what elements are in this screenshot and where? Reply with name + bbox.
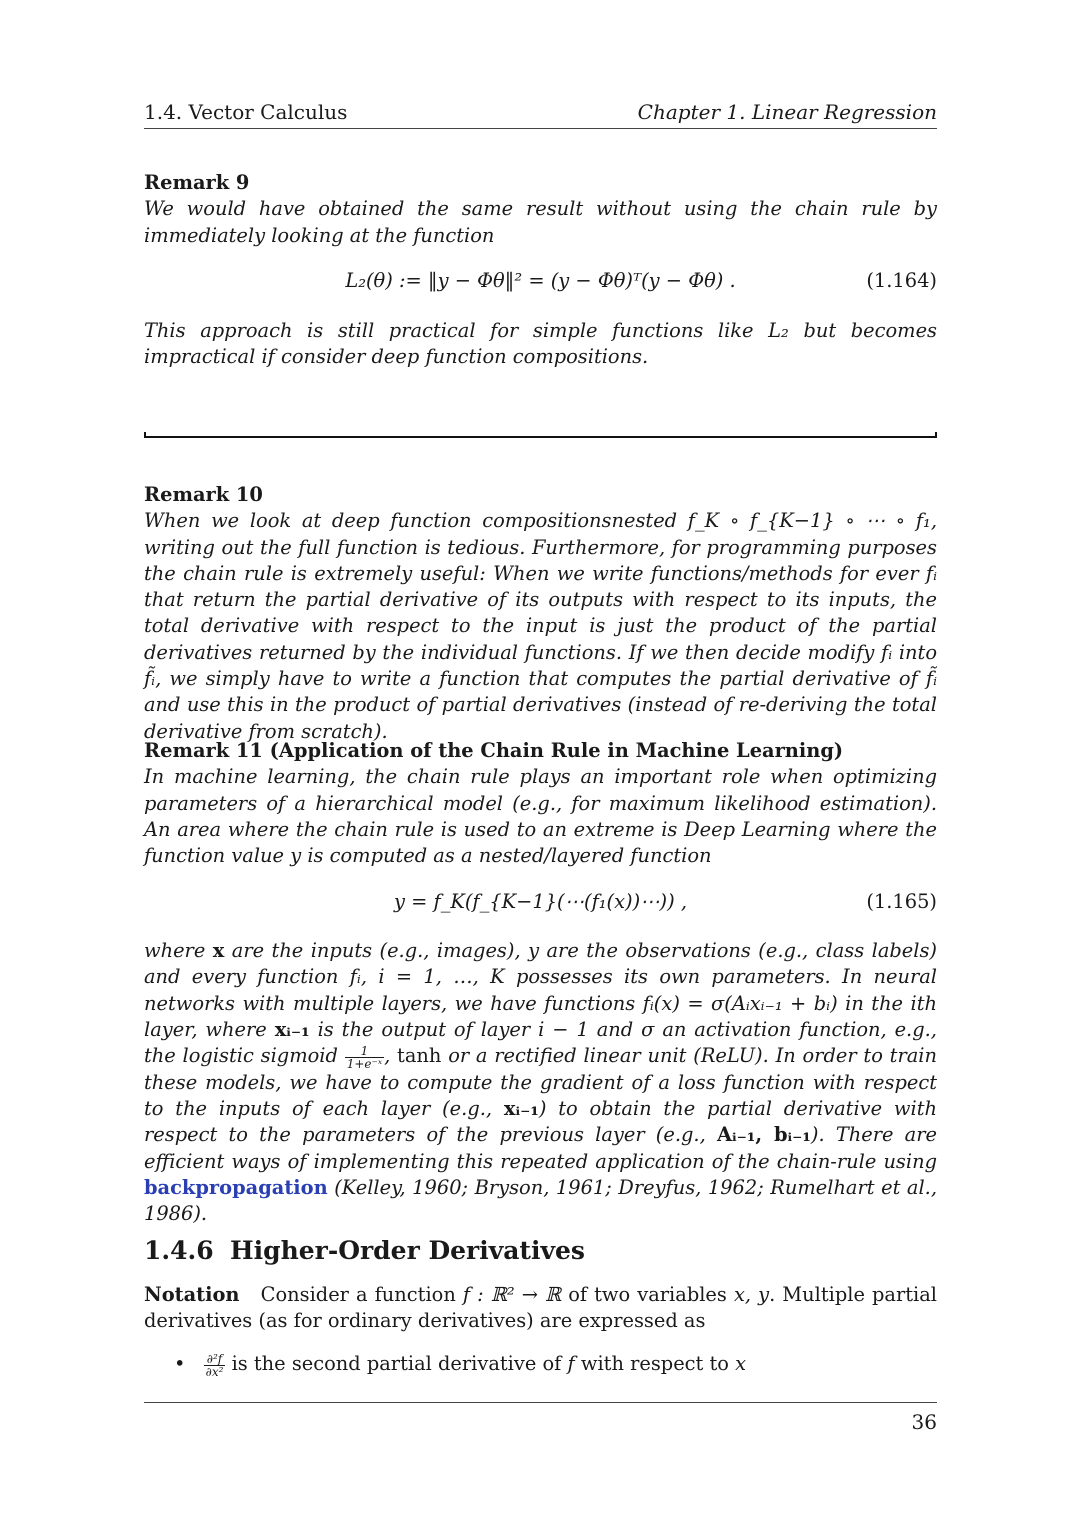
remark-9 <box>144 170 937 249</box>
notation-paragraph <box>144 1282 937 1335</box>
text: with respect to <box>580 1352 729 1375</box>
text: ) to obtain the partial derivative with respect to the parameters of the previous layer (e.g., <box>144 1096 937 1147</box>
equation-1-165-number: (1.165) <box>866 890 937 913</box>
math: y <box>528 939 540 962</box>
remark-10-body <box>144 508 937 745</box>
math: x, y <box>733 1283 770 1306</box>
math: y <box>290 844 302 868</box>
math: f <box>567 1352 575 1375</box>
remark-end-bracket <box>144 432 937 438</box>
remark-9-conclusion <box>144 318 937 371</box>
remark-10 <box>144 482 937 745</box>
remark-9-intro: We would have obtained the same result without using the chain rule by immediately looking at the function <box>144 197 937 247</box>
text: an activation function, e.g., the logistic sigmoid <box>144 1017 937 1068</box>
math: fᵢ <box>881 640 893 664</box>
text: ). There are efficient ways of implementing this repeated application of the chain-rule using <box>144 1123 937 1173</box>
fraction-numerator: ∂²f <box>204 1353 226 1366</box>
math: f̃ᵢ <box>925 667 937 691</box>
remark-11 <box>144 738 937 869</box>
text: Consider a function <box>260 1283 456 1306</box>
math: i − 1 <box>538 1017 589 1041</box>
math: σ <box>641 1017 655 1041</box>
remark-9-title: Remark 9 <box>144 171 250 194</box>
text: possesses its own parameters. In neural networks with multiple layers, we have functions <box>144 965 937 1015</box>
text: are the observations (e.g., class labels) and every function <box>144 939 937 989</box>
math: f : ℝ² → ℝ <box>462 1283 562 1306</box>
sigmoid-fraction <box>345 1045 384 1070</box>
footer-rule <box>144 1402 937 1403</box>
math: fᵢ(x) = σ(Aᵢxᵢ₋₁ + bᵢ) <box>642 991 838 1015</box>
text: in the <box>845 991 904 1015</box>
text: into <box>898 640 938 664</box>
running-header-section: 1.4. Vector Calculus <box>144 100 348 124</box>
text: where <box>144 939 206 962</box>
equation-1-164-number: (1.164) <box>866 269 937 292</box>
math: f_K ∘ f_{K−1} ∘ ⋯ ∘ f₁ <box>687 509 931 533</box>
second-derivative-fraction <box>204 1353 226 1378</box>
notation-label: Notation <box>144 1283 240 1306</box>
equation-1-164 <box>144 269 937 299</box>
text: , we simply have to write a function that computes the partial derivative of <box>155 667 918 691</box>
text: are the inputs (e.g., images), <box>231 939 521 962</box>
math: tanh <box>397 1044 442 1068</box>
equation-1-164-expr: L₂(θ) := ‖y − Φθ‖² = (y − Φθ)ᵀ(y − Φθ) . <box>345 269 736 292</box>
bullet-item <box>174 1352 746 1378</box>
remark-11-intro <box>144 764 937 869</box>
text: . Multiple partial derivatives (as for ordinary derivatives) are expressed as <box>144 1283 937 1333</box>
running-header-chapter: Chapter 1. Linear Regression <box>637 100 937 124</box>
text: (Kelley, 1960; Bryson, 1961; Dreyfus, 1962; Rumelhart et al., 1986). <box>144 1175 937 1226</box>
fraction-numerator: 1 <box>345 1045 384 1058</box>
text: of two variables <box>568 1283 727 1306</box>
text: is the output of layer <box>317 1017 531 1041</box>
text: that return the partial derivative of its outputs with respect to its inputs, the total derivative with respect to the input is just the product of the partial derivatives returned by the individual functions. If we then decide modify <box>144 588 937 664</box>
text: is the second partial derivative of <box>231 1352 562 1375</box>
math: f̃ᵢ <box>144 667 156 691</box>
remark-10-title: Remark 10 <box>144 483 263 506</box>
text: , <box>384 1044 391 1068</box>
fraction-denominator: 1+e⁻ˣ <box>346 1056 383 1071</box>
math: Aᵢ₋₁, bᵢ₋₁ <box>716 1123 811 1147</box>
text: and use this in the product of partial derivatives (instead of re-deriving the total derivative from scratch). <box>144 693 937 743</box>
page-number: 36 <box>911 1410 937 1434</box>
math: i <box>910 991 917 1015</box>
text: , writing out the full function is tedious. Furthermore, for programming purposes the chain rule is extremely useful: When we write functions/methods for ever <box>144 509 937 585</box>
math: x <box>212 939 225 962</box>
text: This approach is still practical for simple functions like <box>144 319 754 342</box>
section-title: Higher-Order Derivatives <box>230 1236 585 1265</box>
text: When we look at deep function compositionsnested <box>144 509 678 533</box>
text: In machine learning, the chain rule plays an important role when optimizing parameters of a hierarchical model (e.g., for maximum likelihood estimation). An area where the chain rule is used to an extreme is Deep Learning where the function value <box>144 765 937 868</box>
backpropagation-link[interactable]: backpropagation <box>144 1175 328 1199</box>
math: L₂ <box>768 319 789 342</box>
remark-11-body <box>144 938 937 1227</box>
math: fᵢ, i = 1, …, K <box>349 965 505 989</box>
math: fᵢ <box>925 561 937 585</box>
equation-1-165 <box>144 890 937 920</box>
bullet-marker: • <box>174 1352 186 1375</box>
math: xᵢ₋₁ <box>503 1096 539 1120</box>
header-rule <box>144 128 937 129</box>
math: x <box>735 1352 747 1375</box>
text: th layer, where <box>144 991 937 1041</box>
text: or a rectified linear unit (ReLU). In order to train these models, we have to compute the gradient of a loss function with respect to the inputs of each layer (e.g., <box>144 1044 937 1120</box>
fraction-denominator: ∂x² <box>205 1364 224 1379</box>
text: but becomes impractical if consider deep function compositions. <box>144 319 937 369</box>
text: is computed as a nested/layered function <box>307 844 712 868</box>
section-heading <box>144 1236 585 1265</box>
text: and <box>596 1017 634 1041</box>
section-number: 1.4.6 <box>144 1236 214 1265</box>
math: xᵢ₋₁ <box>274 1017 310 1041</box>
equation-1-165-expr: y = f_K(f_{K−1}(⋯(f₁(x))⋯)) , <box>393 890 688 913</box>
remark-11-title: Remark 11 (Application of the Chain Rule in Machine Learning) <box>144 739 844 762</box>
